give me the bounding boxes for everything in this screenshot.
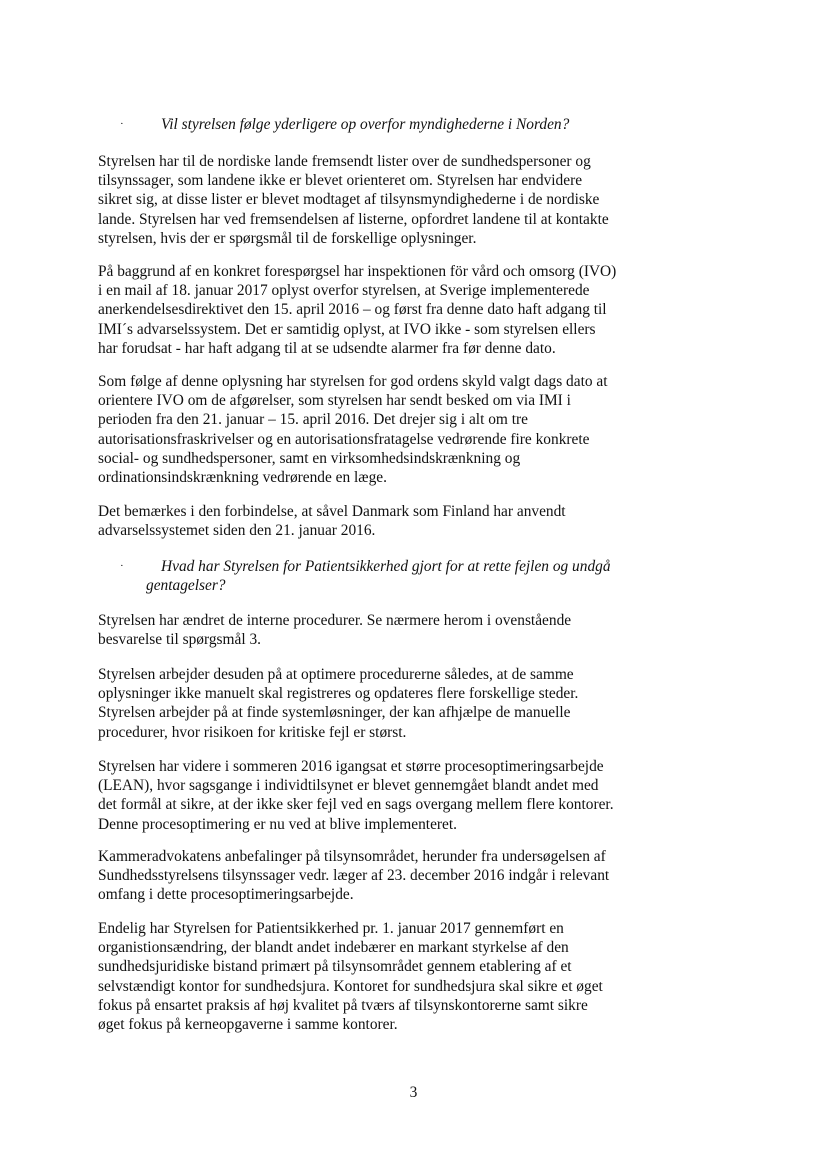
paragraph-6 <box>98 665 738 742</box>
paragraph-line: ordinationsindskrænkning vedrørende en læge. <box>98 468 387 486</box>
paragraph-line: Kammeradvokatens anbefalinger på tilsynsområdet, herunder fra undersøgelsen af <box>98 848 606 865</box>
paragraph-line: tilsynssager, som landene ikke er blevet orienteret om. Styrelsen har endvidere <box>98 172 583 190</box>
paragraph-line: orientere IVO om de afgørelser, som styrelsen har sendt besked om via IMI i <box>98 392 571 410</box>
paragraph-1 <box>98 152 738 248</box>
question-text <box>161 115 731 134</box>
question-line: Hvad har Styrelsen for Patientsikkerhed gjort for at rette fejlen og undgå <box>161 558 611 575</box>
paragraph-line: autorisationsfraskrivelser og en autorisationsfratagelse vedrørende fire konkrete <box>98 430 590 448</box>
paragraph-line: sundhedsjuridiske bistand primært på tilsynsområdet gennem etablering af et <box>98 958 572 976</box>
bullet-icon: · <box>120 560 124 572</box>
paragraph-7 <box>98 757 738 834</box>
paragraph-line: procedurer, hvor risikoen for kritiske fejl er størst. <box>98 723 407 741</box>
paragraph-line: Denne procesoptimering er nu ved at blive implementeret. <box>98 815 457 833</box>
paragraph-3 <box>98 372 738 487</box>
paragraph-line: Det bemærkes i den forbindelse, at såvel Danmark som Finland har anvendt <box>98 503 566 520</box>
paragraph-line: organistionsændring, der blandt andet indebærer en markant styrkelse af den <box>98 939 569 957</box>
bullet-icon: · <box>120 118 124 130</box>
paragraph-line: omfang i dette procesoptimeringsarbejde. <box>98 886 354 904</box>
paragraph-line: Styrelsen har til de nordiske lande fremsendt lister over de sundhedspersoner og <box>98 153 591 170</box>
paragraph-line: oplysninger ikke manuelt skal registreres og opdateres flere forskellige steder. <box>98 685 579 703</box>
paragraph-line: selvstændigt kontor for sundhedsjura. Kontoret for sundhedsjura skal sikre et øget <box>98 977 603 995</box>
paragraph-line: øget fokus på kerneopgaverne i samme kontorer. <box>98 1015 398 1033</box>
paragraph-line: lande. Styrelsen har ved fremsendelsen af listerne, opfordret landene til at kontakte <box>98 210 609 228</box>
paragraph-line: Styrelsen arbejder desuden på at optimere procedurerne således, at de samme <box>98 666 574 683</box>
paragraph-line: Styrelsen arbejder på at finde systemløsninger, der kan afhjælpe de manuelle <box>98 704 571 722</box>
paragraph-line: social- og sundhedspersoner, samt en virksomhedsindskrænkning og <box>98 449 521 467</box>
question-text-continued <box>146 576 716 595</box>
paragraph-line: sikret sig, at disse lister er blevet modtaget af tilsynsmyndighederne i de nordiske <box>98 191 600 209</box>
paragraph-line: det formål at sikre, at der ikke sker fejl ved en sags overgang mellem flere kontorer. <box>98 796 614 814</box>
paragraph-line: fokus på ensartet praksis af høj kvalitet på tværs af tilsynskontorerne samt sikre <box>98 996 588 1014</box>
paragraph-9 <box>98 919 738 1034</box>
paragraph-4 <box>98 502 738 540</box>
paragraph-5 <box>98 611 738 649</box>
page-number: 3 <box>409 1084 418 1101</box>
paragraph-line: IMI´s advarselssystem. Det er samtidig oplyst, at IVO ikke - som styrelsen ellers <box>98 320 596 338</box>
paragraph-line: (LEAN), hvor sagsgange i individtilsynet er blevet gennemgået blandt andet med <box>98 777 599 795</box>
paragraph-8 <box>98 847 738 905</box>
paragraph-2 <box>98 262 738 358</box>
paragraph-line: Som følge af denne oplysning har styrelsen for god ordens skyld valgt dags dato at <box>98 373 608 390</box>
paragraph-line: anerkendelsesdirektivet den 15. april 2016 – og først fra denne dato haft adgang til <box>98 301 607 319</box>
question-line: gentagelser? <box>146 577 226 594</box>
paragraph-line: i en mail af 18. januar 2017 oplyst overfor styrelsen, at Sverige implementerede <box>98 282 590 300</box>
paragraph-line: besvarelse til spørgsmål 3. <box>98 631 261 649</box>
paragraph-line: Endelig har Styrelsen for Patientsikkerhed pr. 1. januar 2017 gennemført en <box>98 920 564 937</box>
paragraph-line: Sundhedsstyrelsens tilsynssager vedr. læger af 23. december 2016 indgår i relevant <box>98 867 610 885</box>
paragraph-line: styrelsen, hvis der er spørgsmål til de forskellige oplysninger. <box>98 229 477 247</box>
paragraph-line: Styrelsen har ændret de interne procedurer. Se nærmere herom i ovenstående <box>98 612 572 629</box>
paragraph-line: advarselssystemet siden den 21. januar 2016. <box>98 522 376 540</box>
question-text <box>161 557 731 576</box>
paragraph-line: På baggrund af en konkret forespørgsel har inspektionen för vård och omsorg (IVO) <box>98 263 617 280</box>
paragraph-line: perioden fra den 21. januar – 15. april 2016. Det drejer sig i alt om tre <box>98 411 528 429</box>
paragraph-line: har forudsat - har haft adgang til at se udsendte alarmer fra før denne dato. <box>98 339 556 357</box>
question-line: Vil styrelsen følge yderligere op overfor myndighederne i Norden? <box>161 116 570 133</box>
paragraph-line: Styrelsen har videre i sommeren 2016 igangsat et større procesoptimeringsarbejde <box>98 758 604 775</box>
